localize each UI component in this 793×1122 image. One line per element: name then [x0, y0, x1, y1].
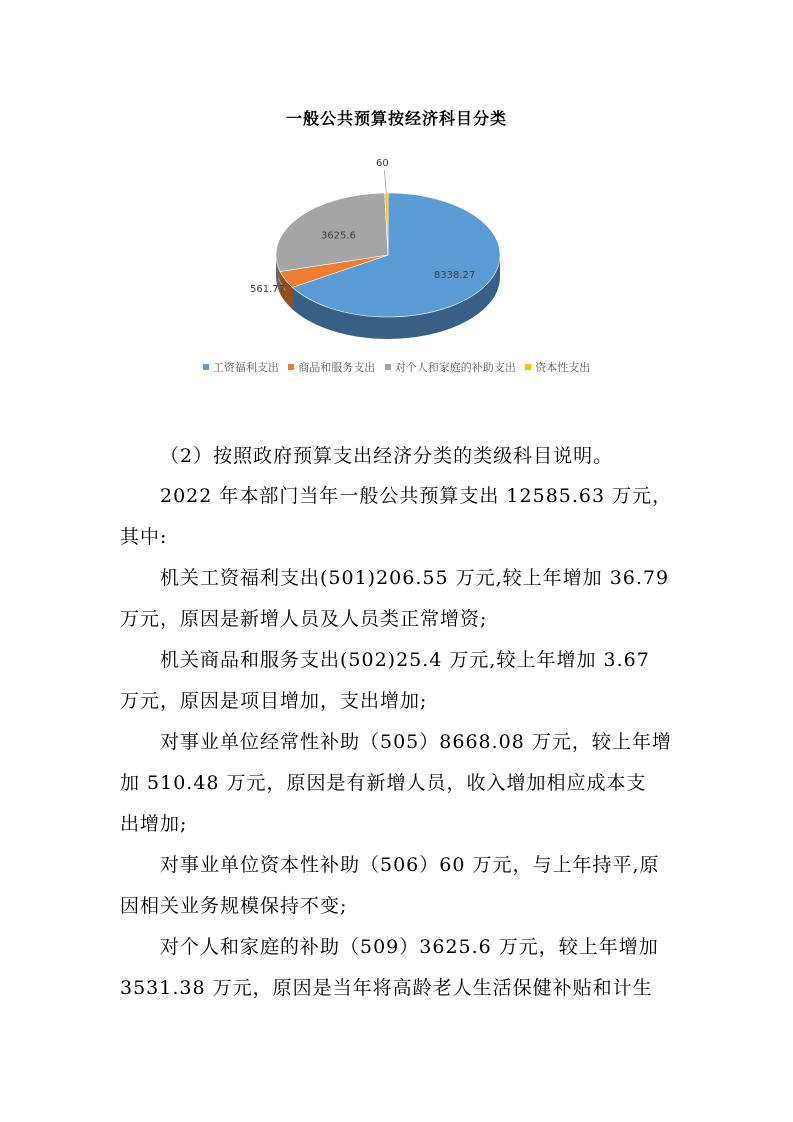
- legend-item: [288, 359, 375, 375]
- pie-data-label: 3625.6: [320, 230, 356, 242]
- body-line: 万元，原因是项目增加，支出增加;: [120, 690, 428, 712]
- body-line: 对个人和家庭的补助（509）3625.6 万元，较上年增加: [160, 936, 659, 958]
- chart-title: 一般公共预算按经济科目分类: [285, 109, 507, 128]
- pie-chart: [250, 150, 530, 350]
- body-line: 加 510.48 万元，原因是有新增人员，收入增加相应成本支: [120, 772, 647, 794]
- pie-data-label: 60: [375, 158, 389, 169]
- body-line: 出增加;: [120, 813, 188, 835]
- legend-label: 对个人和家庭的补助支出: [394, 361, 516, 374]
- body-line: 因相关业务规模保持不变;: [120, 895, 348, 917]
- pie-data-label: 8338.27: [433, 269, 476, 281]
- body-line: 其中:: [120, 526, 168, 548]
- legend-swatch: [525, 364, 531, 370]
- pie-data-label: 561.77: [250, 284, 285, 295]
- body-line: 万元，原因是新增人员及人员类正常增资;: [120, 608, 488, 630]
- legend-swatch: [288, 364, 294, 370]
- legend-label: 商品和服务支出: [298, 361, 376, 374]
- legend-label: 资本性支出: [535, 361, 591, 374]
- legend-label: 工资福利支出: [212, 361, 279, 374]
- body-line: 对事业单位资本性补助（506）60 万元，与上年持平,原: [160, 854, 660, 876]
- chart-legend: [0, 359, 793, 375]
- legend-item: [203, 359, 279, 375]
- legend-item: [385, 359, 516, 375]
- body-line: 机关商品和服务支出(502)25.4 万元,较上年增加 3.67: [160, 649, 650, 671]
- body-line: 机关工资福利支出(501)206.55 万元,较上年增加 36.79: [160, 567, 670, 589]
- legend-swatch: [385, 364, 391, 370]
- legend-swatch: [203, 364, 209, 370]
- body-line: 3531.38 万元，原因是当年将高龄老人生活保健补贴和计生: [120, 977, 653, 999]
- legend-item: [525, 359, 590, 375]
- body-line: 对事业单位经常性补助（505）8668.08 万元，较上年增: [160, 731, 672, 753]
- pie-leader-line: [384, 170, 386, 193]
- body-line: （2）按照政府预算支出经济分类的类级科目说明。: [160, 445, 614, 467]
- body-line: 2022 年本部门当年一般公共预算支出 12585.63 万元，: [160, 485, 673, 507]
